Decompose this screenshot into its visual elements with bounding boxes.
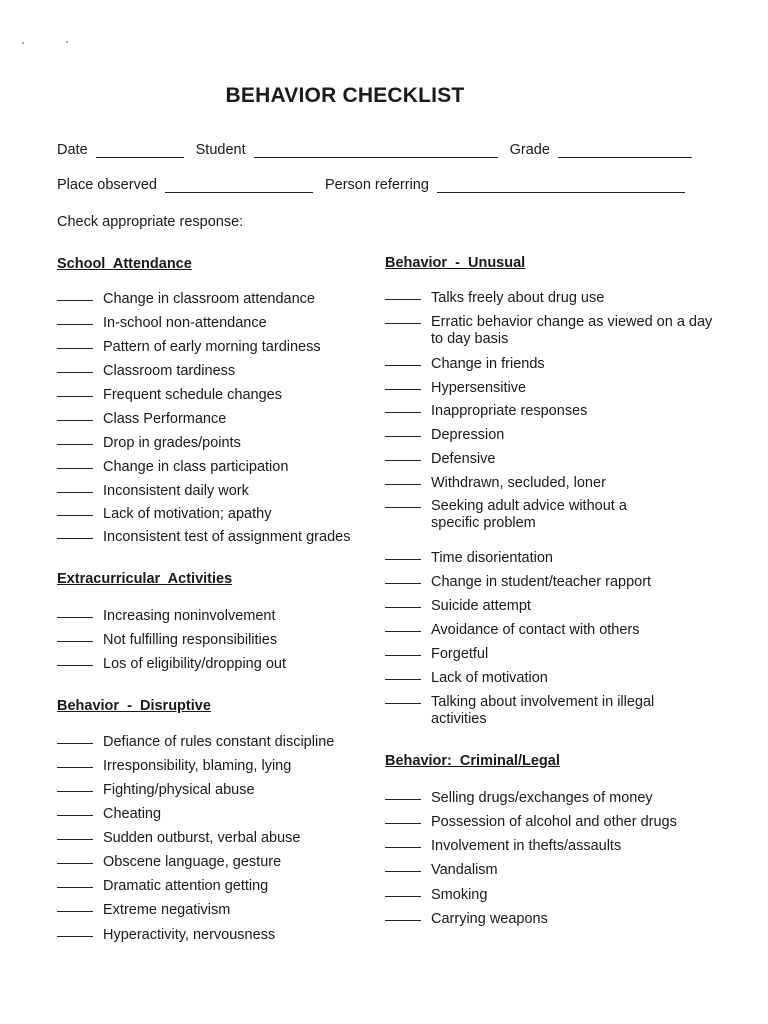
checklist-item[interactable]: Dramatic attention getting — [57, 878, 383, 895]
checklist-item[interactable]: Not fulfilling responsibilities — [57, 632, 383, 649]
checklist-item[interactable]: Cheating — [57, 806, 383, 823]
page-title: BEHAVIOR CHECKLIST — [225, 84, 465, 107]
checklist-item[interactable]: Lack of motivation — [385, 670, 716, 687]
check-blank[interactable] — [57, 656, 93, 666]
check-blank[interactable] — [57, 315, 93, 325]
checklist-item[interactable]: Talks freely about drug use — [385, 290, 716, 307]
check-blank[interactable] — [385, 290, 421, 300]
check-blank[interactable] — [385, 451, 421, 461]
section-heading-criminal-legal: Behavior: Criminal/Legal — [385, 753, 560, 769]
checklist-item[interactable]: Change in friends — [385, 356, 716, 373]
checklist-item[interactable]: Frequent schedule changes — [57, 387, 383, 404]
checklist-item[interactable]: Change in class participation — [57, 459, 383, 476]
grade-label: Grade — [509, 142, 550, 158]
check-blank[interactable] — [385, 646, 421, 656]
checklist-item[interactable]: Los of eligibility/dropping out — [57, 656, 383, 673]
checklist-item[interactable]: Hyperactivity, nervousness — [57, 927, 383, 944]
date-field[interactable] — [96, 142, 184, 158]
check-blank[interactable] — [385, 911, 421, 921]
check-blank[interactable] — [385, 356, 421, 366]
check-blank[interactable] — [385, 598, 421, 608]
check-blank[interactable] — [385, 694, 421, 704]
checklist-item[interactable]: Change in classroom attendance — [57, 291, 383, 308]
checklist-item[interactable]: Erratic behavior change as viewed on a day to day basis — [385, 314, 716, 348]
checklist-item[interactable]: Pattern of early morning tardiness — [57, 339, 383, 356]
checklist-item[interactable]: Irresponsibility, blaming, lying — [57, 758, 383, 775]
check-blank[interactable] — [385, 814, 421, 824]
section-heading-extracurricular: Extracurricular Activities — [57, 571, 233, 587]
check-blank[interactable] — [57, 806, 93, 816]
checklist-item[interactable]: Carrying weapons — [385, 911, 716, 928]
check-blank[interactable] — [385, 475, 421, 485]
form-row-referral — [57, 177, 707, 193]
person-referring-field[interactable] — [437, 177, 685, 193]
check-blank[interactable] — [57, 435, 93, 445]
check-blank[interactable] — [57, 506, 93, 516]
checklist-item[interactable]: Involvement in thefts/assaults — [385, 838, 716, 855]
check-blank[interactable] — [385, 790, 421, 800]
check-blank[interactable] — [57, 483, 93, 493]
check-blank[interactable] — [385, 498, 421, 508]
check-blank[interactable] — [57, 411, 93, 421]
check-blank[interactable] — [57, 459, 93, 469]
check-blank[interactable] — [385, 862, 421, 872]
checklist-item[interactable]: Sudden outburst, verbal abuse — [57, 830, 383, 847]
check-blank[interactable] — [57, 632, 93, 642]
place-observed-label: Place observed — [57, 177, 157, 193]
checklist-item[interactable]: Inconsistent test of assignment grades — [57, 529, 403, 546]
checklist-item[interactable]: Extreme negativism — [57, 902, 383, 919]
checklist-item[interactable]: Talking about involvement in illegal activities — [385, 694, 691, 728]
grade-field[interactable] — [558, 142, 692, 158]
checklist-item[interactable]: Suicide attempt — [385, 598, 716, 615]
checklist-item[interactable]: Forgetful — [385, 646, 716, 663]
scan-speck — [66, 41, 68, 43]
check-blank[interactable] — [385, 887, 421, 897]
form-row-student-info — [57, 142, 707, 158]
check-blank[interactable] — [385, 403, 421, 413]
checklist-item[interactable]: Selling drugs/exchanges of money — [385, 790, 716, 807]
check-blank[interactable] — [385, 380, 421, 390]
check-blank[interactable] — [57, 339, 93, 349]
check-blank[interactable] — [385, 574, 421, 584]
check-blank[interactable] — [385, 670, 421, 680]
check-blank[interactable] — [385, 838, 421, 848]
checklist-item[interactable]: Fighting/physical abuse — [57, 782, 383, 799]
checklist-item[interactable]: Drop in grades/points — [57, 435, 383, 452]
person-referring-label: Person referring — [324, 177, 429, 193]
check-blank[interactable] — [57, 529, 93, 539]
place-observed-field[interactable] — [165, 177, 313, 193]
checklist-item[interactable]: Defensive — [385, 451, 716, 468]
checklist-item[interactable]: Lack of motivation; apathy — [57, 506, 383, 523]
checklist-item[interactable]: Possession of alcohol and other drugs — [385, 814, 716, 831]
checklist-item[interactable]: Avoidance of contact with others — [385, 622, 716, 639]
checklist-item[interactable]: Hypersensitive — [385, 380, 716, 397]
check-blank[interactable] — [385, 622, 421, 632]
check-blank[interactable] — [57, 608, 93, 618]
checklist-item[interactable]: Classroom tardiness — [57, 363, 383, 380]
checklist-item[interactable]: Time disorientation — [385, 550, 716, 567]
section-heading-school-attendance: School Attendance — [57, 256, 192, 272]
checklist-item[interactable]: Change in student/teacher rapport — [385, 574, 716, 591]
date-label: Date — [57, 142, 88, 158]
checklist-item[interactable]: Defiance of rules constant discipline — [57, 734, 383, 751]
checklist-item[interactable]: Inconsistent daily work — [57, 483, 383, 500]
check-blank[interactable] — [57, 387, 93, 397]
check-blank[interactable] — [57, 854, 93, 864]
student-label: Student — [195, 142, 246, 158]
checklist-item[interactable]: Class Performance — [57, 411, 383, 428]
scan-speck — [22, 42, 24, 44]
section-heading-disruptive: Behavior - Disruptive — [57, 698, 211, 714]
check-blank[interactable] — [57, 734, 93, 744]
check-blank[interactable] — [57, 782, 93, 792]
check-blank[interactable] — [57, 830, 93, 840]
checklist-item[interactable]: Seeking adult advice without a specific problem — [385, 498, 671, 532]
checklist-item[interactable]: In-school non-attendance — [57, 315, 383, 332]
checklist-item[interactable]: Withdrawn, secluded, loner — [385, 475, 716, 492]
check-blank[interactable] — [57, 927, 93, 937]
checklist-item[interactable]: Increasing noninvolvement — [57, 608, 383, 625]
checklist-item[interactable]: Smoking — [385, 887, 716, 904]
check-blank[interactable] — [57, 878, 93, 888]
checklist-item[interactable]: Depression — [385, 427, 716, 444]
section-heading-unusual: Behavior - Unusual — [385, 255, 526, 271]
checklist-item[interactable]: Obscene language, gesture — [57, 854, 383, 871]
check-blank[interactable] — [57, 291, 93, 301]
check-blank[interactable] — [385, 427, 421, 437]
check-blank[interactable] — [385, 314, 421, 324]
check-blank[interactable] — [385, 550, 421, 560]
check-blank[interactable] — [57, 902, 93, 912]
check-blank[interactable] — [57, 758, 93, 768]
student-field[interactable] — [254, 142, 498, 158]
check-blank[interactable] — [57, 363, 93, 373]
checklist-item[interactable]: Vandalism — [385, 862, 716, 879]
instruction-text: Check appropriate response: — [57, 214, 244, 230]
checklist-item[interactable]: Inappropriate responses — [385, 403, 716, 420]
